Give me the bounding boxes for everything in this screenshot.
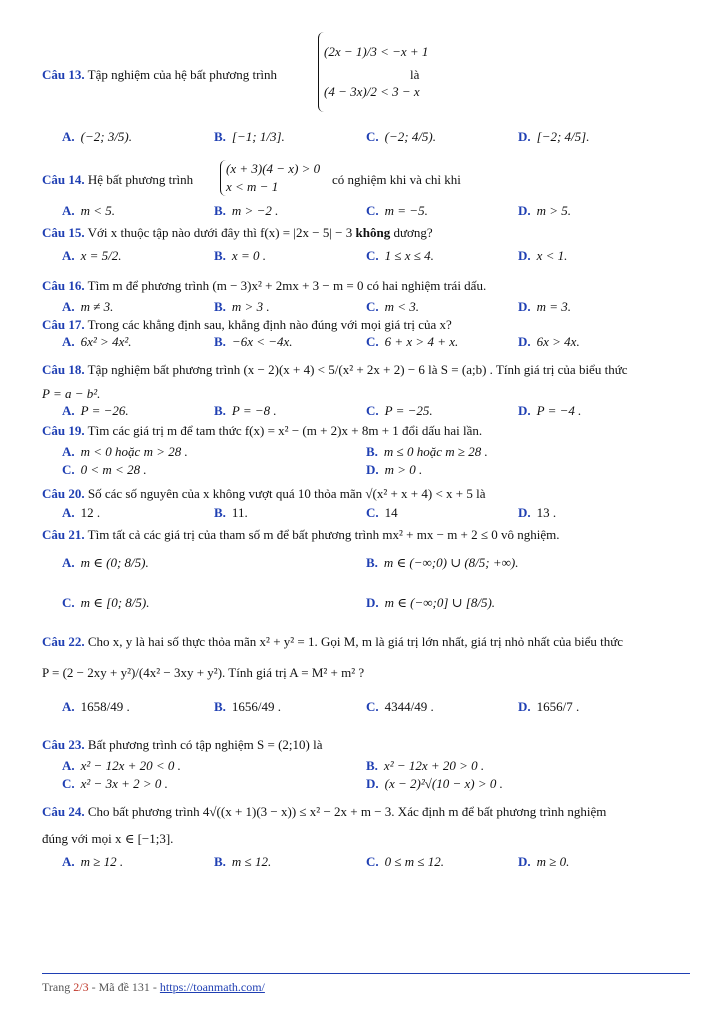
option-c[interactable]: C. x² − 3x + 2 > 0 . xyxy=(62,776,168,791)
footer-code: - Mã đề 131 - xyxy=(88,980,160,994)
footer-divider xyxy=(42,973,690,974)
option-d[interactable]: D. 13 . xyxy=(518,505,557,520)
question-tail: có nghiệm khi và chỉ khi xyxy=(332,172,461,187)
question-number: Câu 19. xyxy=(42,423,85,438)
question-14 xyxy=(42,158,690,202)
question-13 xyxy=(42,30,690,118)
question-text: Tìm m để phương trình (m − 3)x² + 2mx + 3 − m = 0 có hai nghiệm trái dấu. xyxy=(87,278,487,293)
option-d[interactable]: D. 1656/7 . xyxy=(518,699,580,714)
question-22-line2: P = (2 − 2xy + y²)/(4x² − 3xy + y²). Tính giá trị A = M² + m² ? xyxy=(42,665,365,680)
option-b[interactable]: B. 11. xyxy=(214,505,248,520)
option-b[interactable]: B. 1656/49 . xyxy=(214,699,282,714)
question-number: Câu 15. xyxy=(42,225,85,240)
option-c[interactable]: C. 6 + x > 4 + x. xyxy=(366,334,459,349)
question-21 xyxy=(42,526,690,543)
keyword-khong: không xyxy=(355,225,391,240)
question-text: Hệ bất phương trình xyxy=(87,172,194,187)
question-number: Câu 24. xyxy=(42,804,85,819)
options-15 xyxy=(42,241,690,271)
footer-link[interactable]: https://toanmath.com/ xyxy=(159,980,265,994)
question-text: Cho x, y là hai số thực thỏa mãn x² + y² = 1. Gọi M, m là giá trị lớn nhất, giá trị nhỏ nhất của biểu thức xyxy=(87,634,624,649)
option-c[interactable]: C. m = −5. xyxy=(366,203,428,218)
options-14 xyxy=(42,202,690,220)
footer-page-number: 2/3 xyxy=(73,980,89,994)
option-d[interactable]: D. P = −4 . xyxy=(518,403,582,418)
system-line-2: x < m − 1 xyxy=(226,179,279,194)
question-16 xyxy=(42,277,690,294)
question-20 xyxy=(42,485,690,502)
option-c[interactable]: C. m < 3. xyxy=(366,299,420,314)
question-24-line2: đúng với mọi x ∈ [−1;3]. xyxy=(42,831,174,846)
page-footer xyxy=(42,980,265,995)
question-number: Câu 18. xyxy=(42,362,85,377)
question-tail: dương? xyxy=(390,225,433,240)
question-text: Bất phương trình có tập nghiệm S = (2;10) là xyxy=(87,737,323,752)
option-a[interactable]: A. m ∈ (0; 8/5). xyxy=(62,555,149,570)
question-text: Với x thuộc tập nào dưới đây thì f(x) = |2x − 5| − 3 xyxy=(87,225,356,240)
option-d[interactable]: D. m > 0 . xyxy=(366,462,423,477)
question-17 xyxy=(42,316,690,333)
system-line-1: (x + 3)(4 − x) > 0 xyxy=(226,161,321,176)
option-b[interactable]: B. m ∈ (−∞;0) ∪ (8/5; +∞). xyxy=(366,555,519,570)
question-15 xyxy=(42,224,690,241)
option-b[interactable]: B. m > −2 . xyxy=(214,203,279,218)
option-c[interactable]: C. 1 ≤ x ≤ 4. xyxy=(366,248,434,263)
question-24 xyxy=(42,803,690,820)
option-d[interactable]: D. m > 5. xyxy=(518,203,572,218)
option-c[interactable]: C. (−2; 4/5). xyxy=(366,129,437,144)
option-b[interactable]: B. −6x < −4x. xyxy=(214,334,293,349)
option-b[interactable]: B. x² − 12x + 20 > 0 . xyxy=(366,758,485,773)
question-22 xyxy=(42,633,690,650)
option-b[interactable]: B. P = −8 . xyxy=(214,403,277,418)
options-24 xyxy=(42,853,690,871)
footer-page-prefix: Trang xyxy=(42,980,74,994)
option-a[interactable]: A. 1658/49 . xyxy=(62,699,130,714)
options-13 xyxy=(42,118,690,158)
option-a[interactable]: A. x = 5/2. xyxy=(62,248,122,263)
option-c[interactable]: C. m ∈ [0; 8/5). xyxy=(62,595,150,610)
options-18 xyxy=(42,402,690,420)
option-c[interactable]: C. 14 xyxy=(366,505,398,520)
option-d[interactable]: D. (x − 2)²√(10 − x) > 0 . xyxy=(366,776,503,791)
option-c[interactable]: C. 4344/49 . xyxy=(366,699,434,714)
option-c[interactable]: C. 0 ≤ m ≤ 12. xyxy=(366,854,445,869)
question-number: Câu 13. xyxy=(42,67,85,82)
question-number: Câu 20. xyxy=(42,486,85,501)
option-a[interactable]: A. m < 0 hoặc m > 28 . xyxy=(62,444,188,459)
option-d[interactable]: D. m ≥ 0. xyxy=(518,854,570,869)
option-d[interactable]: D. 6x > 4x. xyxy=(518,334,580,349)
question-text: Tập nghiệm bất phương trình (x − 2)(x + 4) < 5/(x² + 2x + 2) − 6 là S = (a;b) . Tính giá trị của biểu thức xyxy=(87,362,628,377)
option-a[interactable]: A. (−2; 3/5). xyxy=(62,129,133,144)
question-number: Câu 23. xyxy=(42,737,85,752)
option-d[interactable]: D. m ∈ (−∞;0] ∪ [8/5). xyxy=(366,595,496,610)
option-a[interactable]: A. 6x² > 4x². xyxy=(62,334,132,349)
options-17 xyxy=(42,333,690,351)
question-18 xyxy=(42,359,690,381)
question-text: Trong các khẳng định sau, khẳng định nào đúng với mọi giá trị của x? xyxy=(87,317,452,332)
options-16 xyxy=(42,298,690,316)
option-c[interactable]: C. P = −25. xyxy=(366,403,433,418)
question-text: Số các số nguyên của x không vượt quá 10 thỏa mãn √(x² + x + 4) < x + 5 là xyxy=(87,486,486,501)
system-line-1: (2x − 1)/3 < −x + 1 xyxy=(324,44,429,59)
options-23-row1 xyxy=(42,757,690,775)
options-20 xyxy=(42,504,690,522)
options-22 xyxy=(42,690,690,726)
option-a[interactable]: A. m < 5. xyxy=(62,203,116,218)
option-b[interactable]: B. m ≤ 12. xyxy=(214,854,272,869)
option-a[interactable]: A. x² − 12x + 20 < 0 . xyxy=(62,758,181,773)
question-text: Tìm tất cả các giá trị của tham số m để bất phương trình mx² + mx − m + 2 ≤ 0 vô nghiệm. xyxy=(87,527,560,542)
question-number: Câu 21. xyxy=(42,527,85,542)
question-tail: là xyxy=(410,67,420,82)
option-a[interactable]: A. 12 . xyxy=(62,505,101,520)
system-line-2: (4 − 3x)/2 < 3 − x xyxy=(324,84,420,99)
exam-page xyxy=(42,30,690,871)
options-19-row1 xyxy=(42,443,690,461)
option-c[interactable]: C. 0 < m < 28 . xyxy=(62,462,147,477)
options-21-row1 xyxy=(42,543,690,583)
question-23 xyxy=(42,736,690,753)
options-19-row2 xyxy=(42,461,690,479)
question-text: Tập nghiệm của hệ bất phương trình xyxy=(87,67,278,82)
option-d[interactable]: D. m = 3. xyxy=(518,299,572,314)
question-text: Tìm các giá trị m để tam thức f(x) = x² − (m + 2)x + 8m + 1 đổi dấu hai lần. xyxy=(87,423,483,438)
question-text: Cho bất phương trình 4√((x + 1)(3 − x)) ≤ x² − 2x + m − 3. Xác định m để bất phương trình nghiệm xyxy=(87,804,607,819)
question-19 xyxy=(42,422,690,439)
option-a[interactable]: A. m ≠ 3. xyxy=(62,299,114,314)
option-a[interactable]: A. P = −26. xyxy=(62,403,129,418)
question-number: Câu 17. xyxy=(42,317,85,332)
inequality-system xyxy=(220,160,320,196)
question-18-line2: P = a − b². xyxy=(42,386,101,401)
option-b[interactable]: B. m > 3 . xyxy=(214,299,270,314)
options-23-row2 xyxy=(42,775,690,793)
question-number: Câu 22. xyxy=(42,634,85,649)
options-21-row2 xyxy=(42,583,690,623)
question-number: Câu 14. xyxy=(42,172,85,187)
option-d[interactable]: D. x < 1. xyxy=(518,248,568,263)
option-b[interactable]: B. m ≤ 0 hoặc m ≥ 28 . xyxy=(366,444,488,459)
option-d[interactable]: D. [−2; 4/5]. xyxy=(518,129,590,144)
option-b[interactable]: B. [−1; 1/3]. xyxy=(214,129,285,144)
option-a[interactable]: A. m ≥ 12 . xyxy=(62,854,124,869)
question-number: Câu 16. xyxy=(42,278,85,293)
option-b[interactable]: B. x = 0 . xyxy=(214,248,266,263)
